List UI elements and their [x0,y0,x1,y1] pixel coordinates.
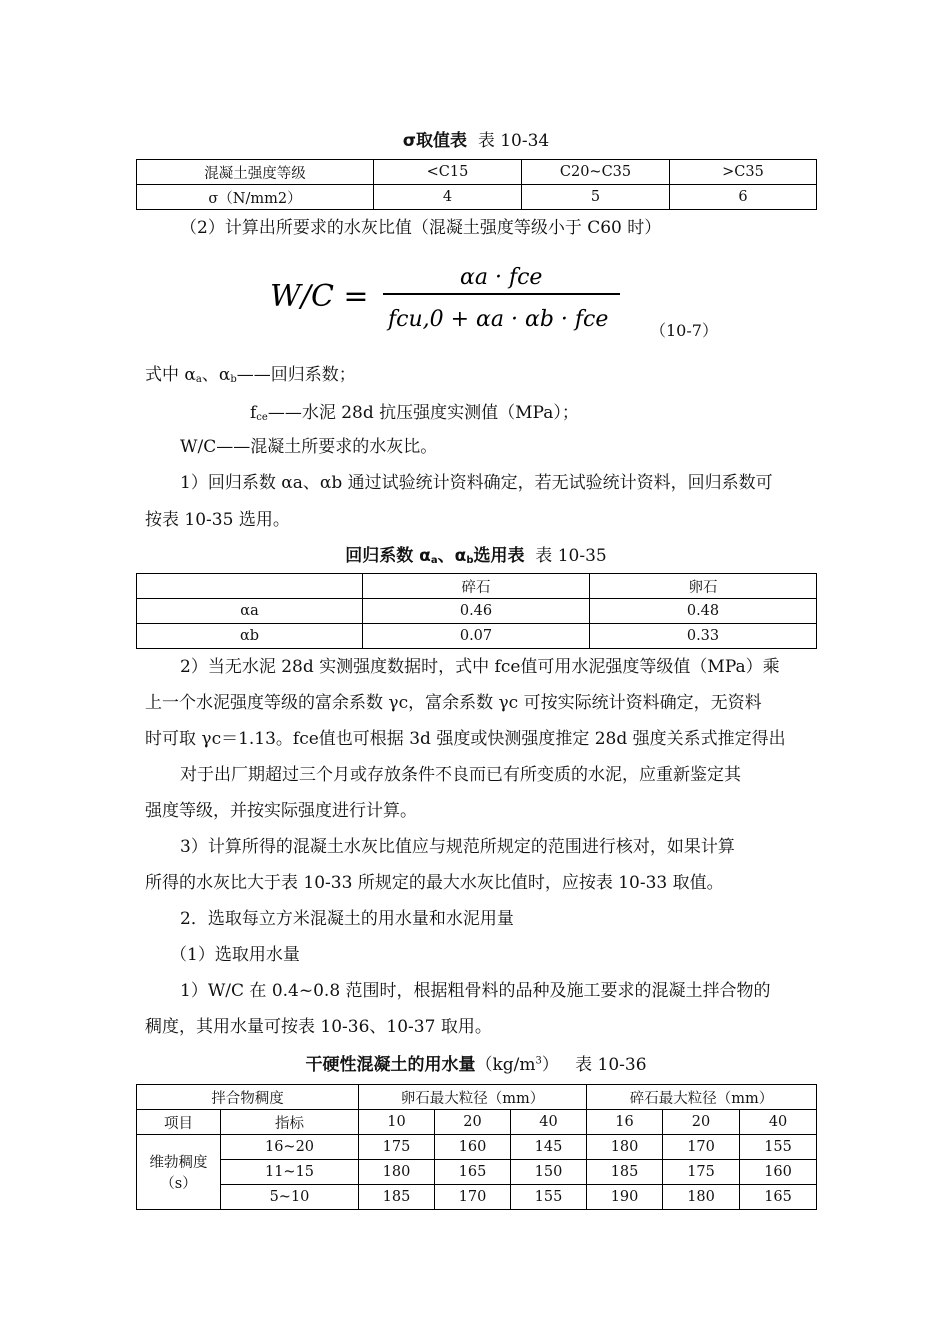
table-header: 混凝土强度等级 [137,160,374,185]
paragraph-line: 2）当无水泥 28d 实测强度数据时，式中 fce值可用水泥强度等级值（MPa）乘 [180,657,780,677]
caption-unit: （kg/m [475,1055,536,1075]
table-cell: 0.48 [590,599,817,624]
table-header: 10 [359,1110,435,1135]
paragraph-line: W/C——混凝土所要求的水灰比。 [180,437,438,457]
formula-label: （10-7） [650,321,718,340]
table-cell: σ（N/mm2） [137,185,374,210]
table-cell: αa [137,599,363,624]
caption-title: 回归系数 α [345,546,431,566]
table-row [137,1160,817,1185]
table-cell: 175 [663,1160,740,1185]
table-header [137,574,363,599]
table-header: 卵石 [590,574,817,599]
row-group-label [137,1135,221,1210]
caption-number: 表 10-35 [535,546,607,566]
table-cell: 190 [587,1185,663,1210]
paragraph-line: 上一个水泥强度等级的富余系数 γc，富余系数 γc 可按实际统计资料确定，无资料 [145,693,762,713]
caption-number: 表 10-34 [477,131,550,151]
table-cell: αb [137,624,363,649]
table-header: 20 [435,1110,511,1135]
table-cell: 16~20 [221,1135,359,1160]
caption-number: 表 10-36 [575,1055,647,1075]
caption-title: 干硬性混凝土的用水量 [305,1055,476,1075]
table-row [137,1085,817,1110]
table-cell: 4 [374,185,522,210]
paragraph-line: 时可取 γc＝1.13。fce值也可根据 3d 强度或快测强度推定 28d 强度关系式推定得出 [145,729,786,749]
table-cell: 5 [522,185,670,210]
table-cell: 160 [740,1160,817,1185]
table-header: 项目 [137,1110,221,1135]
table-header: 碎石最大粒径（mm） [587,1085,817,1110]
paragraph-line: 稠度，其用水量可按表 10-36、10-37 取用。 [145,1017,492,1037]
table-header: 16 [587,1110,663,1135]
table-cell: 0.07 [363,624,590,649]
table-row [137,1185,817,1210]
table-cell: 5~10 [221,1185,359,1210]
table-header: 指标 [221,1110,359,1135]
table-10-36 [136,1084,817,1210]
paragraph-line: 2．选取每立方米混凝土的用水量和水泥用量 [180,909,514,929]
table-cell: 185 [359,1185,435,1210]
table-header: <C15 [374,160,522,185]
table-row [137,624,817,649]
paragraph-line: 对于出厂期超过三个月或存放条件不良而已有所变质的水泥，应重新鉴定其 [180,765,741,785]
table-cell: 170 [663,1135,740,1160]
paragraph-line: $f_{ce}——$水泥 28d 抗压强度实测值（MPa）； [250,403,579,423]
table-header: 20 [663,1110,740,1135]
text-span: ——水泥 28d 抗压强度实测值（MPa）； [267,403,579,423]
table-cell: 160 [435,1135,511,1160]
table-cell: 175 [359,1135,435,1160]
table-row [137,1135,817,1160]
table-header: 拌合物稠度 [137,1085,359,1110]
table-row [137,599,817,624]
paragraph-line: 按表 10-35 选用。 [145,510,290,530]
caption-unit-end: ） [541,1055,559,1075]
table-cell: 145 [511,1135,587,1160]
table-cell: 11~15 [221,1160,359,1185]
table-cell: 0.33 [590,624,817,649]
formula-lhs: W/C = [270,279,369,314]
table-header: 碎石 [363,574,590,599]
table-cell: 185 [587,1160,663,1185]
table-header: >C35 [670,160,817,185]
table-10-35-caption: 回归系数 $\alpha_a$、$\alpha_b$选用表 表 10-35 [345,546,607,566]
table-header: 40 [511,1110,587,1135]
table-header: 40 [740,1110,817,1135]
table-cell: 180 [663,1185,740,1210]
paragraph-line: 3）计算所得的混凝土水灰比值应与规范所规定的范围进行核对，如果计算 [180,837,735,857]
table-10-34-caption [136,126,816,151]
paragraph-line: （2）计算出所要求的水灰比值（混凝土强度等级小于 C60 时） [180,218,662,238]
caption-title: σ取值表 [402,131,467,151]
row-group-text: 维勃稠度 [149,1155,208,1171]
table-row [137,1110,817,1135]
table-row [137,574,817,599]
row-group-unit: （s） [160,1176,197,1192]
paragraph-line: 强度等级，并按实际强度进行计算。 [145,801,417,821]
paragraph-line: 所得的水灰比大于表 10-33 所规定的最大水灰比值时，应按表 10-33 取值。 [145,873,724,893]
paragraph-line: 式中 $\alpha_a$、$\alpha_b——$回归系数； [145,365,356,385]
table-cell: 165 [740,1185,817,1210]
table-cell: 165 [435,1160,511,1185]
table-cell: 155 [740,1135,817,1160]
table-10-34 [136,159,817,210]
table-row [137,160,817,185]
paragraph-line: 1）回归系数 αa、αb 通过试验统计资料确定，若无试验统计资料，回归系数可 [180,473,773,493]
table-cell: 150 [511,1160,587,1185]
table-cell: 170 [435,1185,511,1210]
table-10-36-caption [136,1050,816,1075]
text-span: 式中 [145,365,179,385]
table-cell: 0.46 [363,599,590,624]
caption-unit-sup: 3 [535,1055,542,1067]
table-header: C20~C35 [522,160,670,185]
paragraph-line: 1）W/C 在 0.4~0.8 范围时，根据粗骨料的品种及施工要求的混凝土拌合物的 [180,981,771,1001]
table-10-35 [136,573,817,649]
table-row [137,185,817,210]
table-cell: 180 [587,1135,663,1160]
formula-denominator: fcu,0 + αa · αb · fce [388,307,609,332]
formula-numerator: αa · fce [460,265,543,290]
table-cell: 6 [670,185,817,210]
caption-title-end: 选用表 [473,546,525,566]
text-span: ——回归系数； [236,365,356,385]
paragraph-line: （1）选取用水量 [170,945,300,965]
table-header: 卵石最大粒径（mm） [359,1085,587,1110]
table-cell: 155 [511,1185,587,1210]
table-cell: 180 [359,1160,435,1185]
